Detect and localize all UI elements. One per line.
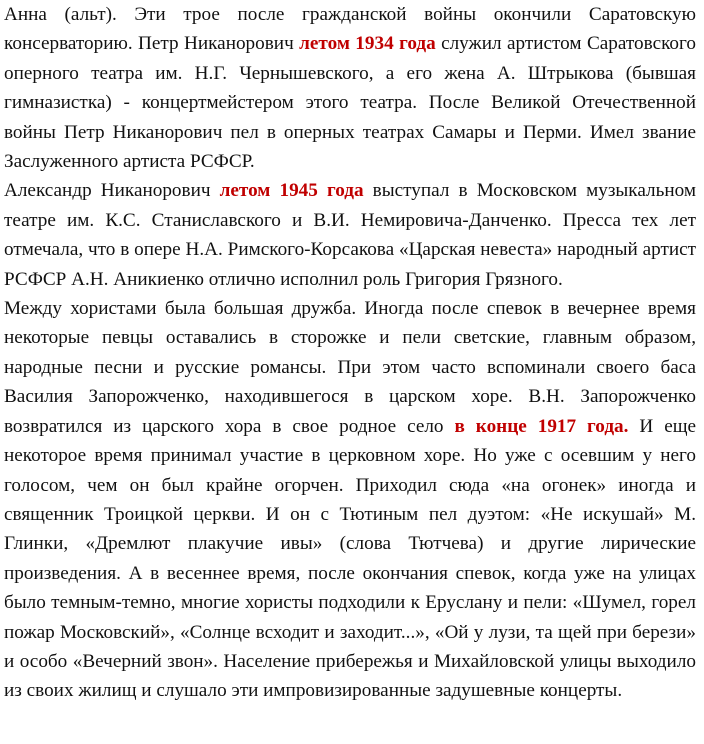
paragraph-text: Анна (альт). Эти трое после гражданской войны окончили Саратовскую консерваторию. Петр Никанорович <box>4 4 696 55</box>
paragraph-text: И еще некоторое время принимал участие в церковном хоре. Но уже с осевшим у него голосом, чем он был крайне огорчен. Приходил сюда «на огонек» иногда и священник Троицкой церкви. И он с Тютиным пел дуэтом: «Не искушай» М. Глинки, «Дремлют плакучие ивы» (слова Тютчева) и другие лирические произведения. А в весеннее время, после окончания спевок, когда уже на улицах было темным-темно, многие хористы подходили к Еруслану и пели: «Шумел, горел пожар Московский», «Солнце всходит и заходит...», «Ой у лузи, та щей при берези» и особо «Вечерний звон». Население прибережья и Михайловской улицы выходило из своих жилищ и слушало эти импровизированные задушевные концерты. <box>4 415 696 702</box>
highlighted-date: летом 1945 года <box>219 180 364 202</box>
paragraph-1 <box>4 0 696 176</box>
highlighted-date: в конце 1917 года. <box>454 415 629 437</box>
paragraph-text: выступал в Московском музыкальном театре им. К.С. Станиславского и В.И. Немировича-Данченко. Пресса тех лет отмечала, что в опере Н.А. Римского-Корсакова «Царская невеста» народный артист РСФСР А.Н. Аникиенко отлично исполнил роль Григория Грязного. <box>4 180 696 290</box>
paragraph-text: Между хористами была большая дружба. Иногда после спевок в вечернее время некоторые певцы оставались в сторожке и пели светские, главным образом, народные песни и русские романсы. При этом часто вспоминали своего баса Василия Запорожченко, находившегося в царском хоре. В.Н. Запорожченко возвратился из царского хора в свое родное село <box>4 298 696 437</box>
paragraph-3 <box>4 294 696 706</box>
paragraph-text: Александр Никанорович <box>4 180 220 202</box>
paragraph-2 <box>4 176 696 294</box>
highlighted-date: летом 1934 года <box>299 33 436 55</box>
paragraph-text: служил артистом Саратовского оперного театра им. Н.Г. Чернышевского, а его жена А. Штрыкова (бывшая гимназистка) - концертмейстером этого театра. После Великой Отечественной войны Петр Никанорович пел в оперных театрах Самары и Перми. Имел звание Заслуженного артиста РСФСР. <box>4 33 697 173</box>
